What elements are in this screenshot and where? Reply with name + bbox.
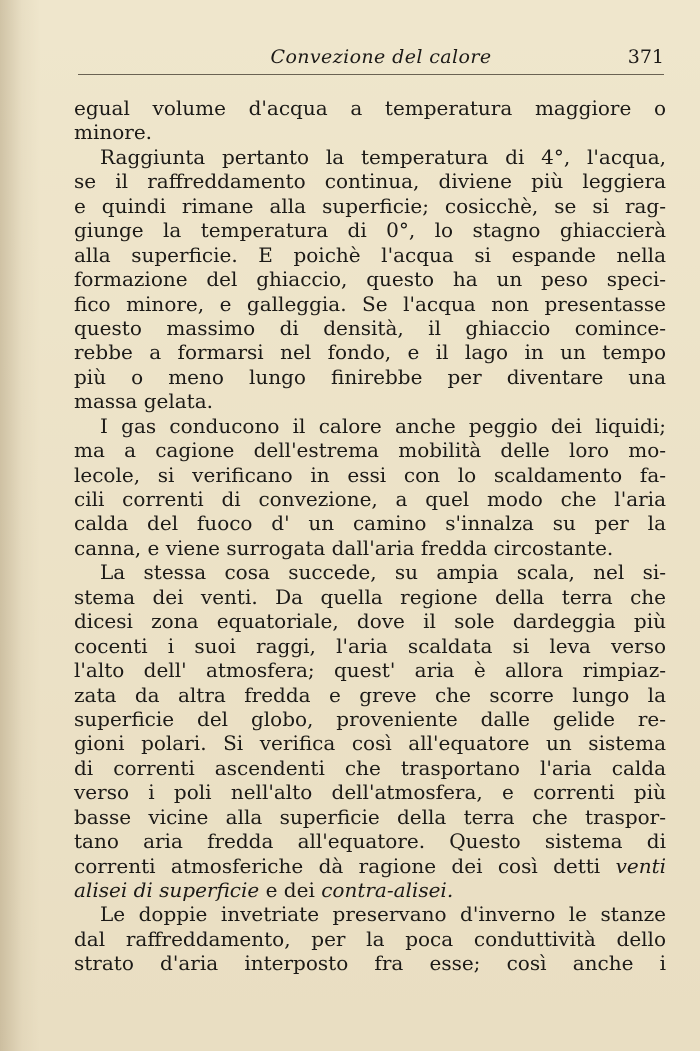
text-line: strato d'aria interposto fra esse; così anche i: [74, 951, 666, 976]
text-run: e dei: [259, 878, 322, 902]
text-line: più o meno lungo finirebbe per diventare una: [74, 364, 666, 389]
running-title: Convezione del calore: [270, 46, 492, 68]
text-line: stema dei venti. Da quella regione della terra che: [74, 584, 666, 609]
italic-term: contra-alisei.: [321, 878, 454, 902]
text-line: lecole, si verificano in essi con lo scaldamento fa-: [74, 462, 666, 487]
text-line: alla superficie. E poichè l'acqua si espande nella: [74, 242, 666, 267]
text-line: calda del fuoco d' un camino s'innalza su per la: [74, 511, 666, 536]
text-line: La stessa cosa succede, su ampia scala, nel si-: [100, 560, 666, 585]
text-line: [74, 854, 666, 878]
text-line: giunge la temperatura di 0°, lo stagno ghiaccierà: [74, 218, 666, 243]
italic-term: venti: [615, 853, 667, 878]
text-line: fico minore, e galleggia. Se l'acqua non presentasse: [74, 291, 666, 316]
text-line: Le doppie invetriate preservano d'inverno le stanze: [100, 902, 666, 927]
text-line: gioni polari. Si verifica così all'equatore un sistema: [74, 731, 666, 756]
text-line: se il raffreddamento continua, diviene più leggiera: [74, 169, 666, 194]
body-text: [74, 96, 666, 976]
text-line: ma a cagione dell'estrema mobilità delle loro mo-: [74, 438, 666, 463]
text-line: dal raffreddamento, per la poca conduttività dello: [74, 926, 666, 951]
text-line: minore.: [74, 120, 153, 145]
text-run: correnti atmosferiche dà ragione dei così detti: [74, 853, 601, 878]
text-line: Raggiunta pertanto la temperatura di 4°, l'acqua,: [100, 144, 666, 169]
page-header: [78, 44, 664, 72]
text-line: questo massimo di densità, il ghiaccio comince-: [74, 315, 666, 340]
text-line: massa gelata.: [74, 389, 213, 414]
text-line: e quindi rimane alla superficie; cosicchè, se si rag-: [74, 193, 666, 218]
text-line: I gas conducono il calore anche peggio dei liquidi;: [100, 413, 666, 438]
text-line: basse vicine alla superficie della terra che traspor-: [74, 804, 666, 829]
text-line: superficie del globo, proveniente dalle gelide re-: [74, 706, 666, 731]
text-line: egual volume d'acqua a temperatura maggiore o: [74, 96, 666, 120]
text-line: di correnti ascendenti che trasportano l'aria calda: [74, 755, 666, 780]
text-line: formazione del ghiaccio, questo ha un peso speci-: [74, 267, 666, 292]
text-line: rebbe a formarsi nel fondo, e il lago in un tempo: [74, 340, 666, 365]
text-line: cocenti i suoi raggi, l'aria scaldata si leva verso: [74, 633, 666, 658]
page-number: 371: [627, 46, 664, 68]
text-line: l'alto dell' atmosfera; quest' aria è allora rimpiaz-: [74, 658, 666, 683]
text-line: canna, e viene surrogata dall'aria fredda circostante.: [74, 535, 614, 560]
text-line: verso i poli nell'alto dell'atmosfera, e correnti più: [74, 780, 666, 805]
italic-term: alisei di superficie: [74, 878, 260, 902]
text-line: zata da altra fredda e greve che scorre lungo la: [74, 682, 666, 707]
header-rule: [78, 74, 664, 75]
text-line: [74, 878, 666, 902]
text-line: cili correnti di convezione, a quel modo che l'aria: [74, 487, 666, 511]
text-line: dicesi zona equatoriale, dove il sole dardeggia più: [74, 609, 666, 634]
text-line: tano aria fredda all'equatore. Questo sistema di: [74, 829, 666, 854]
